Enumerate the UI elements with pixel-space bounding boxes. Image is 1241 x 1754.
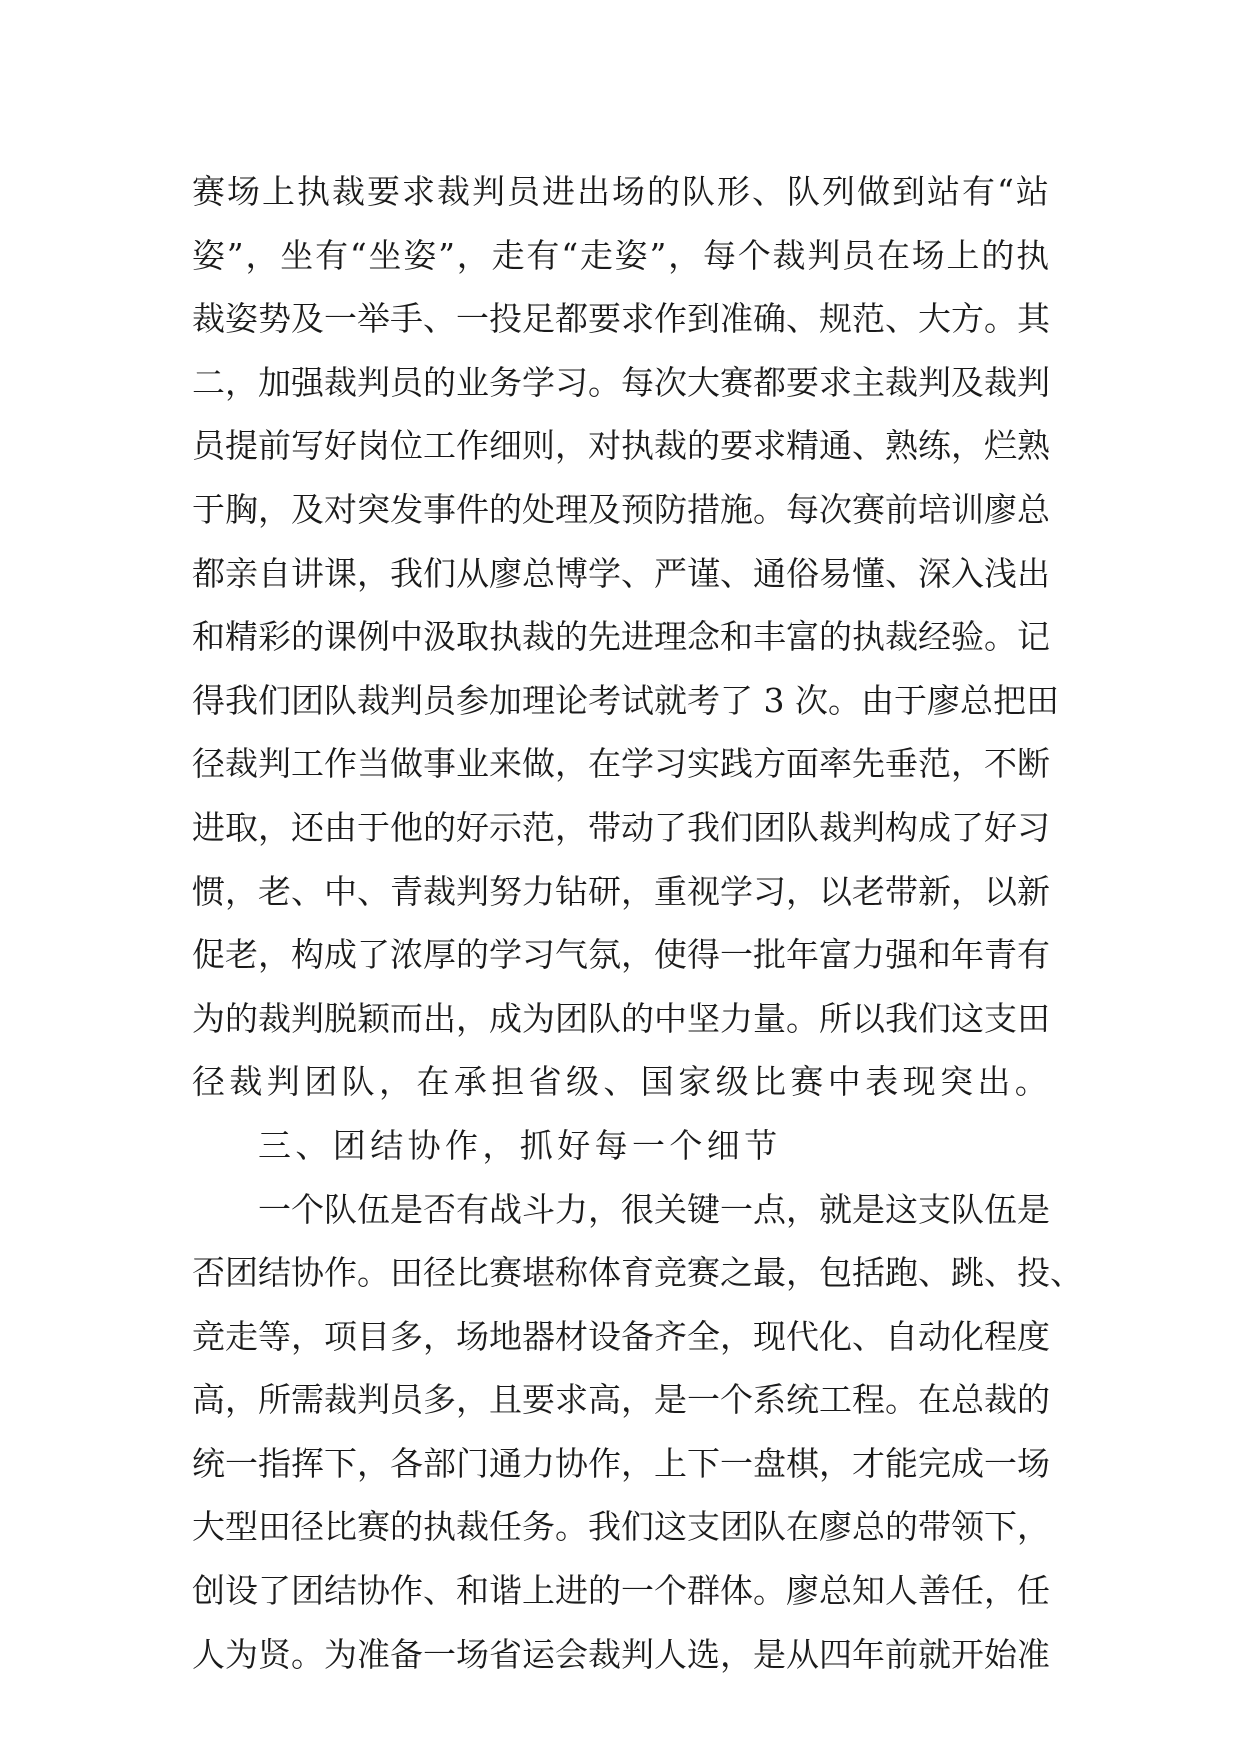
text-line: 进取，还由于他的好示范，带动了我们团队裁判构成了好习 bbox=[192, 807, 1050, 847]
text-line: 裁姿势及一举手、一投足都要求作到准确、规范、大方。其 bbox=[192, 299, 1050, 339]
text-line: 赛场上执裁要求裁判员进出场的队形、队列做到站有“站 bbox=[192, 172, 1051, 211]
text-line: 为的裁判脱颖而出，成为团队的中坚力量。所以我们这支田 bbox=[192, 998, 1050, 1038]
section-heading: 三、团结协作，抓好每一个细节 bbox=[258, 1125, 782, 1165]
text-line: 一个队伍是否有战斗力，很关键一点，就是这支队伍是 bbox=[258, 1189, 1050, 1229]
text-line: 都亲自讲课，我们从廖总博学、严谨、通俗易懂、深入浅出 bbox=[192, 553, 1050, 593]
text-line: 于胸，及对突发事件的处理及预防措施。每次赛前培训廖总 bbox=[192, 489, 1050, 529]
text-line: 促老，构成了浓厚的学习气氛，使得一批年富力强和年青有 bbox=[192, 935, 1050, 975]
text-line: 大型田径比赛的执裁任务。我们这支团队在廖总的带领下， bbox=[192, 1507, 1050, 1547]
text-line: 二，加强裁判员的业务学习。每次大赛都要求主裁判及裁判 bbox=[192, 362, 1050, 402]
text-line: 惯，老、中、青裁判努力钻研，重视学习，以老带新，以新 bbox=[192, 871, 1050, 911]
document-body bbox=[192, 160, 1083, 1686]
text-line: 高，所需裁判员多，且要求高，是一个系统工程。在总裁的 bbox=[192, 1380, 1050, 1420]
text-line: 人为贤。为准备一场省运会裁判人选，是从四年前就开始准 bbox=[192, 1634, 1050, 1674]
text-line: 创设了团结协作、和谐上进的一个群体。廖总知人善任，任 bbox=[192, 1571, 1050, 1611]
text-line: 竞走等，项目多，场地器材设备齐全，现代化、自动化程度 bbox=[192, 1316, 1050, 1356]
text-line: 径裁判团队，在承担省级、国家级比赛中表现突出。 bbox=[192, 1062, 1053, 1102]
text-line: 员提前写好岗位工作细则，对执裁的要求精通、熟练，烂熟 bbox=[192, 426, 1050, 466]
text-line: 得我们团队裁判员参加理论考试就考了 3 次。由于廖总把田 bbox=[192, 680, 1059, 720]
text-line: 统一指挥下，各部门通力协作，上下一盘棋，才能完成一场 bbox=[192, 1443, 1050, 1483]
text-line: 径裁判工作当做事业来做，在学习实践方面率先垂范，不断 bbox=[192, 744, 1050, 784]
text-line: 否团结协作。田径比赛堪称体育竞赛之最，包括跑、跳、投、 bbox=[192, 1253, 1083, 1293]
text-line: 姿”，坐有“坐姿”，走有“走姿”，每个裁判员在场上的执 bbox=[192, 235, 1051, 275]
text-line: 和精彩的课例中汲取执裁的先进理念和丰富的执裁经验。记 bbox=[192, 617, 1050, 657]
